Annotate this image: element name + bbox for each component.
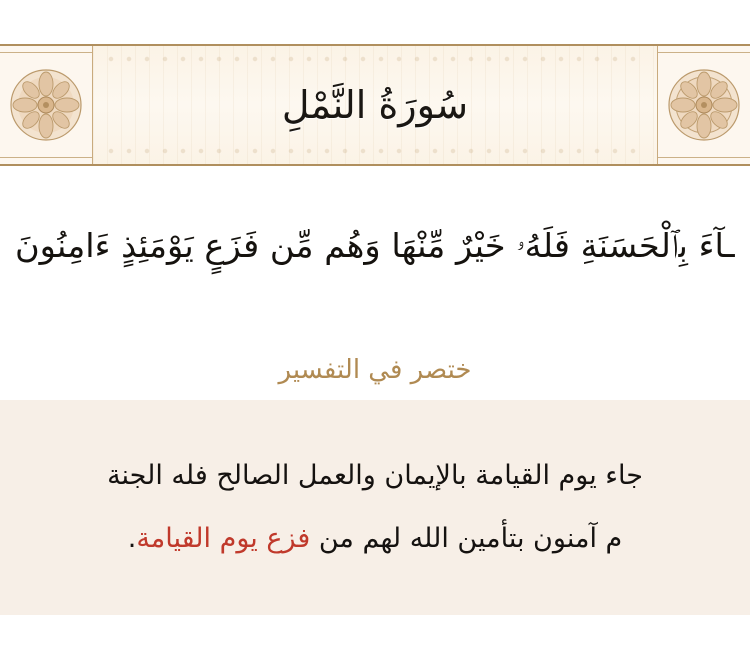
tafsir-source-row <box>0 340 750 400</box>
tafsir-line-2-segment-3: . <box>127 522 137 554</box>
ayah-line <box>0 186 750 306</box>
rosette-ornament-left <box>0 46 92 164</box>
tafsir-highlight-phrase: فزع يوم القيامة <box>136 522 311 554</box>
tafsir-source-label: ختصر في التفسير <box>278 355 472 385</box>
surah-header-banner <box>0 44 750 166</box>
page-top-margin <box>0 0 750 44</box>
tafsir-panel <box>0 400 750 615</box>
tafsir-line-2-segment-1: م آمنون بتأمين الله لهم من <box>310 522 623 554</box>
tafsir-line-1-segment-1: جاء يوم القيامة بالإيمان والعمل الصالح فله الجنة <box>107 460 643 492</box>
page-title: سُورَةُ النَّمْلِ <box>281 83 469 127</box>
tafsir-line-2 <box>128 508 623 570</box>
ayah-text: ـآءَ بِٱلْحَسَنَةِ فَلَهُۥ خَيْرٌ مِّنْهَا وَهُم مِّن فَزَعٍ يَوْمَئِذٍ ءَامِنُونَ <box>15 225 735 265</box>
page-bottom-margin <box>0 615 750 661</box>
surah-title-frame <box>92 46 658 164</box>
rosette-ornament-right <box>658 46 750 164</box>
tafsir-line-1 <box>107 445 643 507</box>
